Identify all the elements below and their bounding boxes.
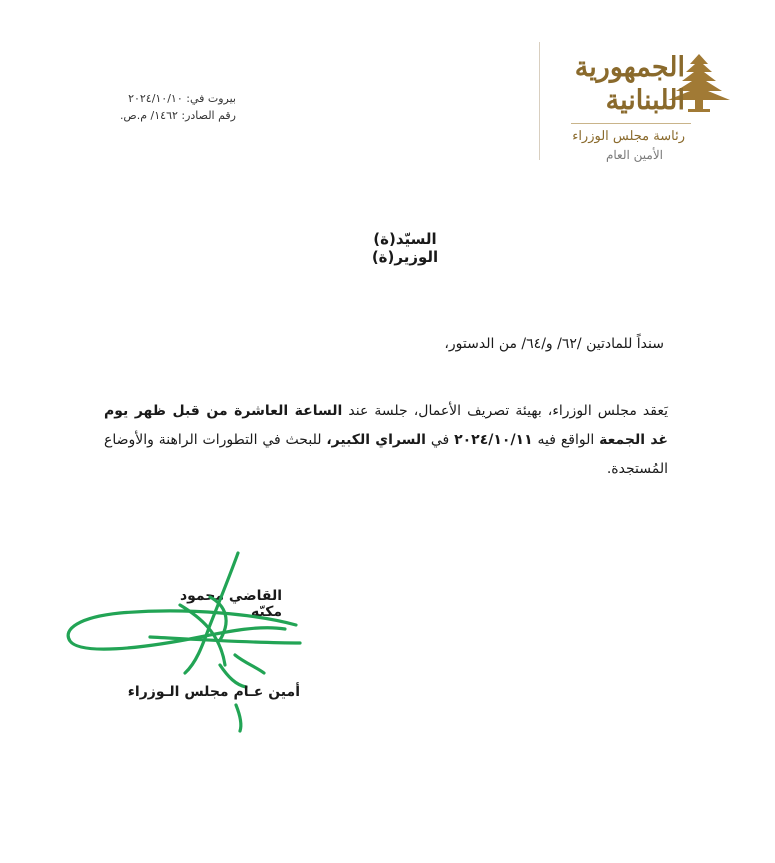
letterhead-rule (571, 123, 691, 124)
letterhead-divider (539, 42, 540, 160)
body-part3: في (430, 432, 450, 448)
letterhead-position: الأمين العام (605, 148, 663, 162)
body-part4: للبحث في التطورات الراهنة والأوضاع المُستجدة. (104, 432, 668, 477)
letter-body (104, 397, 668, 484)
meeting-time: الساعة العاشرة من قبل ظهر يوم غد الجمعة (104, 403, 668, 448)
letterhead-republic-line2: اللبنانية (605, 85, 685, 116)
letterhead-republic-line1: الجمهورية (574, 52, 685, 83)
signatory-title: أمين عـام مجلس الـوزراء (127, 684, 300, 700)
date-line: بيروت في: ٢٠٢٤/١٠/١٠ (128, 92, 236, 105)
body-part1: يَعقد مجلس الوزراء، بهيئة تصريف الأعمال، جلسة عند (348, 403, 669, 419)
reference-block (86, 90, 236, 124)
meeting-date: ٢٠٢٤/١٠/١١ (454, 432, 533, 448)
legal-basis: سنداً للمادتين /٦٢/ و/٦٤/ من الدستور، (444, 336, 664, 352)
signatory-name: القاضي محمود مكيّه (179, 588, 282, 620)
addressee: السيّد(ة) الوزير(ة) (371, 230, 439, 266)
body-part2: الواقع فيه (537, 432, 595, 448)
reference-number: رقم الصادر: ١٤٦٢/ م.ص. (119, 109, 236, 122)
letterhead-office: رئاسة مجلس الوزراء (572, 129, 685, 144)
handwritten-signature (60, 545, 310, 735)
meeting-place: السراي الكبير، (326, 432, 426, 448)
